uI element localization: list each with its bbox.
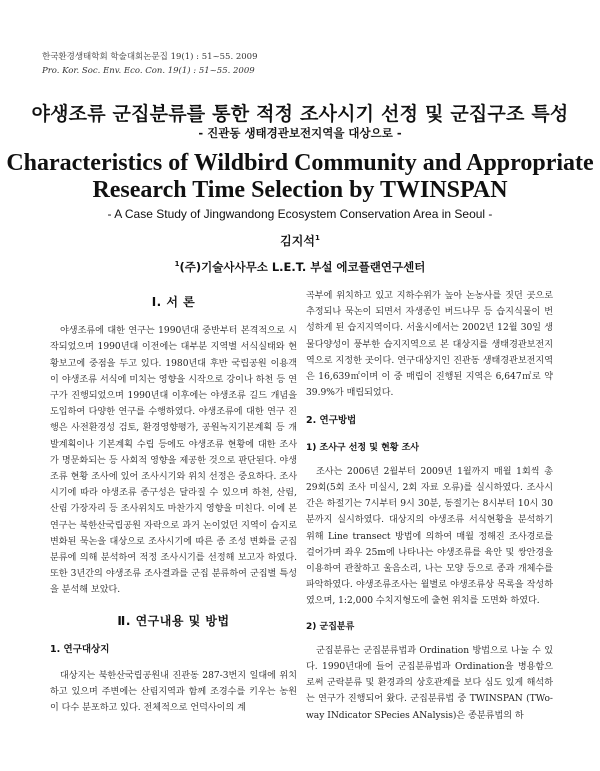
english-title-line-2: Research Time Selection by TWINSPAN bbox=[92, 177, 508, 203]
english-subtitle: - A Case Study of Jingwandong Ecosystem Conservation Area in Seoul - bbox=[107, 207, 493, 221]
method-classification-title: 2) 군집분류 bbox=[306, 621, 355, 632]
journal-citation-english: Pro. Kor. Soc. Env. Eco. Con. 19(1) : 51~55. 2009 bbox=[42, 66, 255, 76]
korean-subtitle: - 진관동 생태경관보전지역을 대상으로 - bbox=[198, 126, 402, 140]
section-2-title: Ⅱ. 연구내용 및 방법 bbox=[117, 613, 230, 628]
subsection-study-site-title: 1. 연구대상지 bbox=[50, 643, 110, 655]
right-column bbox=[306, 288, 553, 724]
method-survey-paragraph: 조사는 2006년 2월부터 2009년 1월까지 매월 1회씩 총 29회(5회 조사 미실시, 2회 자료 오류)를 실시하였다. 조사시간은 하절기는 7시부터 9시 30분, 동절기는 8시부터 10시 30분까지 실시하였다. 대상지의 야생조류 서식현황을 분석하기 위해 Line transect 방법에 의하여 매월 정해진 조사경로를 걸어가며 좌우 25m에 나타나는 야생조류를 육안 및 쌍안경을 이용하여 관찰하고 울음소리, 나는 모양 등으로 종과 개체수를 파악하였다. 야생조류조사는 월별로 야생조류상 목록을 작성하였으며, 1:2,000 수치지형도에 출현 위치를 도면화 하였다. bbox=[306, 466, 553, 607]
english-title bbox=[0, 150, 600, 204]
study-site-paragraph: 대상지는 북한산국립공원내 진관동 287-3번지 일대에 위치하고 있으며 주변에는 산림지역과 함께 조경수를 키우는 농원이 다수 분포하고 있다. 전체적으로 언덕사이의 계 bbox=[50, 671, 297, 714]
author-affiliation-mark: 1 bbox=[314, 234, 320, 242]
study-site-continued-paragraph: 곡부에 위치하고 있고 지하수위가 높아 논농사를 짓던 곳으로 추정되나 묵논이 되면서 자생종인 버드나무 등 습지식물이 번성하게 된 습지지역이다. 서울시에서는 2002년 12월 30일 생물다양성이 풍부한 습지지역으로 본 대상지를 생태경관보전지역으로 지정한 곳이다. 연구대상지인 진관동 생태경관보전지역은 16,639㎡이며 이 중 매립이 진행된 지역은 6,647㎡로 약 39.9%가 매립되었다. bbox=[306, 291, 553, 399]
english-title-line-1: Characteristics of Wildbird Community and Appropriate bbox=[6, 150, 594, 176]
korean-title: 야생조류 군집분류를 통한 적정 조사시기 선정 및 군집구조 특성 bbox=[31, 103, 569, 125]
method-survey-title: 1) 조사구 선정 및 현황 조사 bbox=[306, 442, 419, 453]
method-classification-paragraph: 군집분류는 군집분류법과 Ordination 방법으로 나눌 수 있다. 1990년대에 들어 군집분류법과 Ordination을 병용함으로써 군락분류 및 환경과의 상호관계를 보다 심도 있게 해석하는 연구가 진행되어 왔다. 군집분류법 중 TWINSPAN (TWo-way INdicator SPecies ANalysis)은 종분류법의 하 bbox=[306, 645, 553, 721]
affiliation-text: (주)기술사사무소 L.E.T. 부설 에코플랜연구센터 bbox=[179, 260, 426, 274]
author-name: 김지석 bbox=[280, 234, 315, 248]
author bbox=[0, 232, 600, 249]
subsection-methods-title: 2. 연구방법 bbox=[306, 415, 357, 427]
intro-paragraph: 야생조류에 대한 연구는 1990년대 중반부터 본격적으로 시작되었으며 1990년대 이전에는 대부분 지역별 서식실태와 현황보고에 중점을 두고 있다. 1980년대 후반 국립공원 이용객이 야생조류 서식에 미치는 영향을 시작으로 강이나 하천 등 연구가 진행되었으며 1990년대 이후에는 야생조류 길드 개념을 도입하여 다양한 연구를 수행하였다. 야생조류에 대한 연구 진행은 사전환경성 검토, 환경영향평가, 공원녹지기본계획 등 개발계획이나 기본계획 수립 등에도 야생조류 현황에 대한 조사가 명문화되는 등 사회적 영향을 제공한 것으로 판단된다. 야생조류 현황 조사에 있어 조사시기와 위치 선정은 중요하다. 조사시기에 따라 야생조류 종구성은 달라질 수 있으며 하천, 산림, 산림 가장자리 등 조사위치도 마찬가지 영향을 미친다. 이에 본 연구는 북한산국립공원 자락으로 과거 논이었던 지역이 습지로 변화된 묵논을 대상으로 조사시기에 따른 종 조성 변화를 군집 분류에 의해 분석하여 적정 조사시기를 선정해 보고자 하였다. 또한 3년간의 야생조류 조사결과를 군집 분류하여 군집별 특성을 분석해 보았다. bbox=[50, 326, 297, 596]
affiliation-mark: 1 bbox=[174, 260, 180, 269]
journal-citation-korean: 한국환경생태학회 학술대회논문집 19(1) : 51~55. 2009 bbox=[42, 52, 258, 62]
section-1-title: Ⅰ. 서 론 bbox=[151, 295, 196, 309]
affiliation bbox=[0, 259, 600, 275]
journal-header bbox=[42, 50, 257, 78]
left-column bbox=[50, 288, 297, 717]
